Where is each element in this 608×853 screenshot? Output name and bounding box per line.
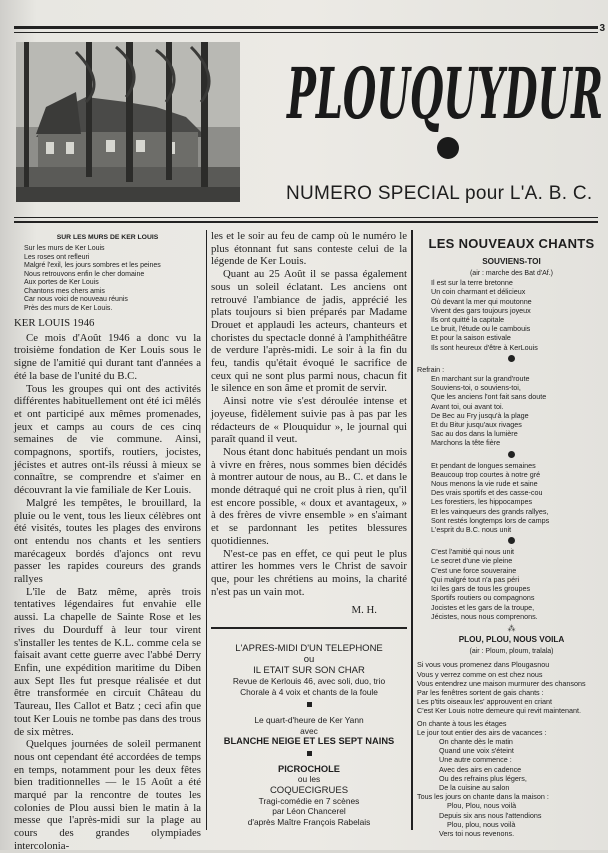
article-paragraph: Quant au 25 Août il se passa également sous un soleil éclatant. Les anciens ont retrouvé l'ambiance de jadis, apprécié les plats toujours si bien préparés par Madame Drouet et applaudi les acteurs, chanteurs et choristes du spectacle donné à l'amphithéâtre de verdure l'après-midi. Le soir à la fin du feu, tandis qu'était évoqué le sacrifice de ceux qui ne sont plus parmi nous, chacun fit le silence en son âme et promit de servir. [211, 268, 407, 395]
article-paragraph: N'est-ce pas en effet, ce qui peut le plus attirer les hommes vers le Christ de savoir que, pour les chrétiens au moins, la charité n'est pas un vain mot. [211, 547, 407, 598]
song-line: Le jour tout entier des airs de vacances : [417, 727, 547, 737]
song-line: Le bruit, l'étude ou le cambouis [431, 324, 531, 334]
article-paragraph: Malgré les tempêtes, le brouillard, la pluie ou le vent, tous les lieux célèbres ont été visités, toutes les plages des environs ont entendu nos chants et les sentiers marécageux bordés d'ajoncs ont revu passer les rapides coureurs des grands rallyes [14, 496, 201, 586]
song-line: C'est une force souveraine [431, 565, 517, 575]
song-line: Ou des refrains plus légers, [439, 773, 527, 783]
program-desc-3: Tragi-comédie en 7 scènes [258, 795, 360, 806]
song-line: Les forestiers, les hippocampes [431, 497, 533, 507]
poem-line: Sur les murs de Ker Louis [24, 245, 105, 252]
program-item-3: BLANCHE NEIGE ET LES SEPT NAINS [223, 736, 395, 746]
article-paragraph: Ce mois d'Août 1946 a donc vu la troisième fondation de Ker Louis sous le signe de l'amitié qui durant tant d'années a été la base de l'unité du B.C. [14, 331, 201, 382]
top-rule-thin [14, 32, 598, 33]
program-desc-1: Revue de Kerlouis 46, avec soli, duo, trio [232, 676, 386, 686]
column-divider-2 [411, 230, 413, 830]
top-rule [14, 26, 598, 29]
song-line: Par les fenêtres sortent de gais chants : [417, 687, 544, 697]
article-paragraph: Quelques journées de soleil permanent nous ont cependant été accordées de temps en temps, notamment pour les deux fêtes bien traditionnelles — le 15 Août a été marqué par la rencontre de toutes les colonies de Plou aussi bien le matin à la messe que l'après-midi sur la plage au cours des grandes olympiades intercolonia- [14, 738, 201, 852]
song-line: Vous entendrez une maison murmurer des chansons [417, 678, 586, 688]
song-line: Vers toi nous revenons. [439, 828, 515, 838]
program-box [211, 630, 407, 827]
article-heading: KER LOUIS 1946 [14, 317, 95, 329]
song-line: Ils sont heureux d'être à KerLouis [431, 342, 538, 352]
program-item-4b: COQUECIGRUES [269, 784, 349, 796]
program-author: par Léon Chancerel [272, 806, 346, 816]
song-line: C'est Ker Louis notre demeure qui revit maintenant. [417, 706, 581, 716]
program-or-2: ou les [297, 774, 321, 784]
song-line: Qui malgré tout n'a pas péri [431, 574, 520, 584]
box-rule [211, 627, 407, 629]
song-line: Que les anciens l'ont fait sans doute [431, 392, 547, 402]
program-with: avec [300, 725, 318, 736]
verse-separator-dot [508, 537, 515, 544]
song-line: Depuis six ans nous l'attendions [439, 810, 542, 820]
song-line: Où devant la mer qui moutonne [431, 296, 532, 306]
program-or-1: ou [303, 654, 315, 665]
song-line: Vous y verrez comme on est chez nous [417, 669, 543, 679]
separator-square [307, 702, 312, 707]
song-line: Plou, Plou, nous voilà [447, 801, 517, 811]
song-line: Sont restés longtemps lors de camps [431, 515, 550, 525]
masthead-dot [437, 137, 459, 159]
song-line: On chante dès le matin [439, 736, 513, 746]
song-line: Ils ont quitté la capitale [431, 315, 505, 325]
song-line: On chante à tous les étages [417, 718, 507, 728]
poem-line: Aux portes de Ker Louis [24, 279, 99, 286]
column-2 [211, 230, 407, 617]
article-signature: M. H. [351, 604, 377, 617]
program-desc-2: Chorale à 4 voix et chants de la foule [240, 686, 378, 697]
poem-line: Près des murs de Ker Louis. [24, 304, 113, 312]
song-line: Souviens-toi, o souviens-toi, [431, 383, 521, 393]
song-line: Vivent des gars toujours joyeux [431, 305, 531, 315]
song-line: Nous menons la vie rude et saine [431, 479, 538, 489]
poem-line: Car nous voici de nouveau réunis [24, 296, 128, 303]
article-paragraph: L'île de Batz même, après trois tentatives légendaires fut envahie elle aussi. La chapelle de Sainte Rose et les rives du Dourduff à leur tour virent s'installer les tentes de K.L. comme cela se faisait avant cette guerre avec l'abbé Derry Enfin, une expédition maritime du Diben aux Sept Iles fut presque réalisée et dut être transformée en circuit Château du Taureau, Iles Callot et Batz ; ceci afin que tout Ker Louis ne tombe pas dans des trous de six mètres. [14, 585, 201, 738]
verse-separator-dot [508, 355, 515, 362]
song-2-title: PLOU, PLOU, NOUS VOILA [458, 635, 565, 645]
song-line: Tous les jours on chante dans la maison : [417, 792, 549, 802]
songs-title: LES NOUVEAUX CHANTS [428, 236, 595, 251]
column-1 [14, 230, 201, 853]
song-line: Beaucoup trop courtes à notre gré [431, 469, 541, 479]
column-3 [417, 230, 606, 838]
song-line: L'esprit du B.C. nous unit [431, 525, 512, 535]
program-item-2: Le quart-d'heure de Ker Yann [254, 715, 364, 725]
song-line: De Bec au Fry jusqu'à la plage [431, 410, 529, 420]
song-line: Un coin charmant et délicieux [431, 287, 526, 297]
song-line: Et pour la saison estivale [431, 333, 511, 343]
song-line: Ici les gars de tous les groupes [431, 584, 531, 594]
header-rule [14, 217, 598, 218]
song-line: Jécistes, nous nous comprenons. [431, 611, 538, 621]
song-line: Marchons la tête fière [431, 438, 501, 448]
program-item-4: PICROCHOLE [278, 764, 340, 774]
separator-square [307, 751, 312, 756]
ker-louis-photo [16, 42, 240, 202]
song-line: Et pendant de longues semaines [431, 460, 536, 470]
song-line: Le secret d'une vie pleine [431, 556, 513, 566]
song-line: Sac au dos dans la lumière [431, 429, 518, 439]
poem-line: Nous retrouvons enfin le cher domaine [24, 270, 145, 278]
song-line: Et les vainqueurs des grands rallyes, [431, 506, 549, 516]
song-line: Si vous vous promenez dans Plougasnou [417, 660, 550, 670]
song-line: Sportifs routiers ou compagnons [431, 593, 535, 603]
program-title-1: L'APRES-MIDI D'UN TELEPHONE [235, 643, 383, 654]
poem-line: Chantons mes chers amis [24, 287, 105, 295]
column-divider-1 [206, 230, 207, 830]
article-paragraph: Nous étant donc habitués pendant un mois à vivre en frères, nous sommes bien décidés à montrer autour de nous, au B.. C. et dans le monde détraqué qui ne croit plus à rien, qu'il est encore possible, « doux et avantageux, » à des frères de vivre ensemble » en s'aimant et se pardonnant les petites blessures quotidiennes. [211, 445, 407, 547]
verse-separator-dot [508, 451, 515, 458]
header-rule-thick [14, 221, 598, 223]
article-paragraph: les et le soir au feu de camp où le numéro le plus étonnant fut sans conteste celui de la légende de Ker Louis. [211, 230, 407, 268]
refrain-label: Refrain : [417, 364, 445, 374]
song-line: Jocistes et les gars de la troupe, [431, 602, 535, 612]
song-1-title: SOUVIENS-TOI [482, 257, 541, 266]
program-title-2: IL ETAIT SUR SON CHAR [253, 665, 365, 676]
song-line: Plou, plou, nous voilà [447, 819, 516, 829]
stars-separator: ⁂ [507, 623, 516, 633]
song-line: Avec des airs en cadence [439, 764, 522, 774]
article-paragraph: Ainsi notre vie s'est déroulée intense et joyeuse, fidèlement suivie pas à pas par les rédacteurs de « Plouquidur », le journal qui paraît quand il veut. [211, 395, 407, 446]
page-number: 3 [599, 23, 605, 34]
special-edition-line: NUMERO SPECIAL pour L'A. B. C. [286, 183, 593, 204]
masthead-title [285, 48, 605, 134]
program-source: d'après Maître François Rabelais [247, 816, 371, 827]
song-line: Les p'tits oiseaux les' approuvent en criant [417, 697, 552, 707]
song-line: C'est l'amitié qui nous unit [431, 547, 515, 557]
song-line: De la cuisine au salon [439, 782, 510, 792]
song-line: Avant toi, oui avant toi. [431, 401, 504, 411]
song-1-note: (air : marche des Bat d'Af.) [469, 270, 554, 277]
poem-line: Malgré l'exil, les jours sombres et les peines [24, 262, 161, 269]
poem-title: SUR LES MURS DE KER LOUIS [56, 234, 159, 241]
song-line: Quand une voix s'éteint [439, 746, 514, 756]
song-line: En marchant sur la grand'route [431, 374, 530, 384]
song-line: Des vrais sportifs et des casse-cou [431, 488, 543, 498]
song-line: Il est sur la terre bretonne [431, 278, 513, 288]
article-paragraph: Tous les groupes qui ont des activités différentes habituellement ont été ici mêlés et ont participé aux mêmes promenades, jeux et camps au cours de ces cinq semaines de vie commune. Ainsi, compagnons, sportifs, routiers, jocistes, jécistes et autres ont-ils réussi à mieux se connaître, se comprendre et s'aimer en découvrant la vie familiale de Ker Louis. [14, 382, 201, 497]
song-line: Une autre commence : [439, 755, 512, 765]
poem-line: Les roses ont refleuri [24, 253, 90, 261]
poem [14, 245, 201, 313]
song-2-note: (air : Ploum, ploum, tralala) [469, 648, 554, 656]
song-line: Et du Bitur jusqu'aux rivages [431, 420, 522, 430]
masthead-title-text: PLOUQUYDUR [285, 52, 603, 134]
